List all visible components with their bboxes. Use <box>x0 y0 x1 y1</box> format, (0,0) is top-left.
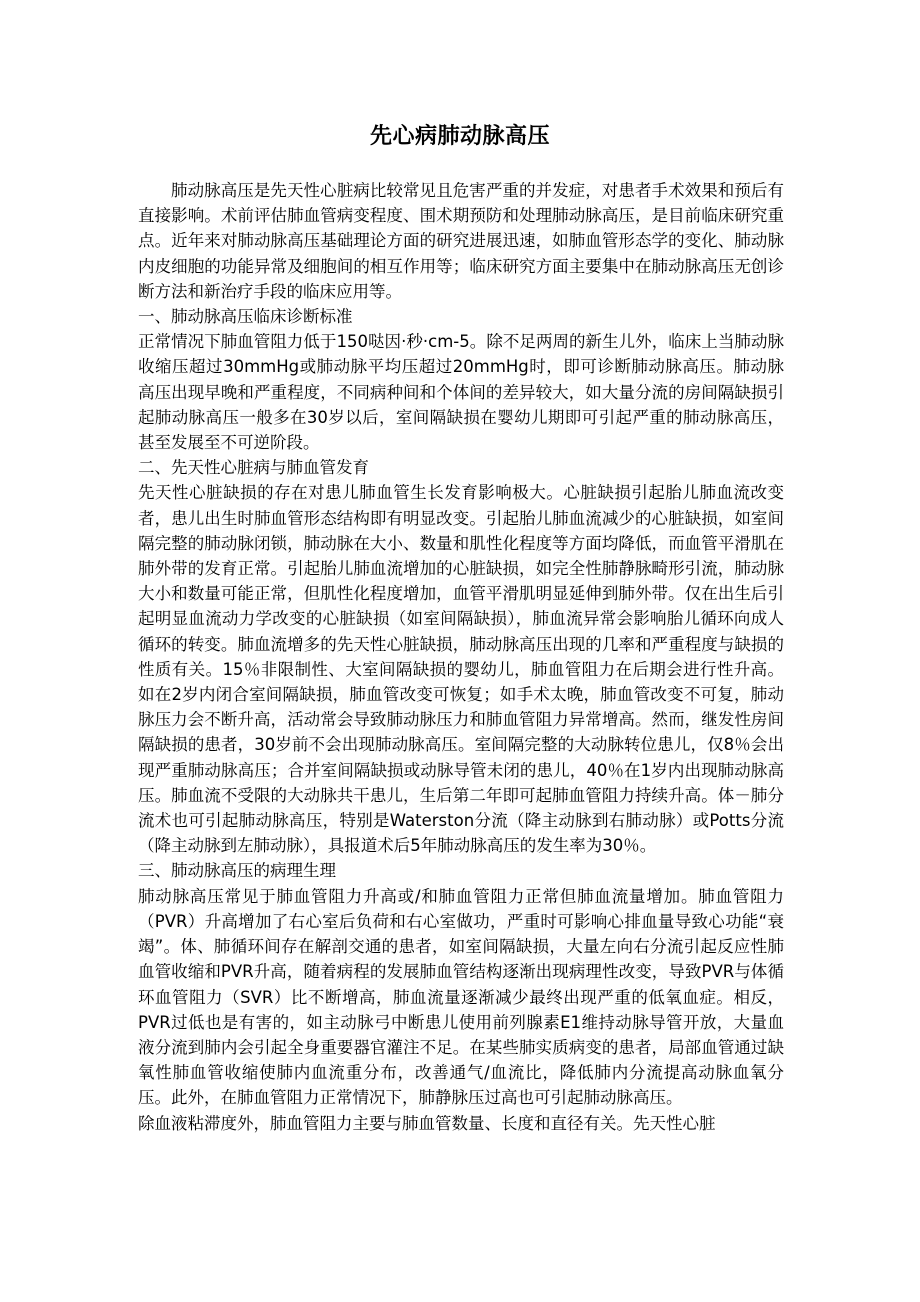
section-heading-1: 一、肺动脉高压临床诊断标准 <box>138 307 353 327</box>
section-1-paragraph: 正常情况下肺血管阻力低于150哒因·秒·cm-5。除不足两周的新生儿外，临床上当肺动脉收缩压超过30mmHg或肺动脉平均压超过20mmHg时，即可诊断肺动脉高压。肺动脉高压出现早晚和严重程度，不同病种间和个体间的差异较大，如大量分流的房间隔缺损引起肺动脉高压一般多在30岁以后，室间隔缺损在婴幼儿期即可引起严重的肺动脉高压，甚至发展至不可逆阶段。 <box>138 332 784 453</box>
section-heading-2: 二、先天性心脏病与肺血管发育 <box>138 458 369 478</box>
section-3-paragraph: 肺动脉高压常见于肺血管阻力升高或/和肺血管阻力正常但肺血流量增加。肺血管阻力（PVR）升高增加了右心室后负荷和右心室做功，严重时可影响心排血量导致心功能“衰竭”。体、肺循环间存在解剖交通的患者，如室间隔缺损，大量左向右分流引起反应性肺血管收缩和PVR升高，随着病程的发展肺血管结构逐渐出现病理性改变，导致PVR与体循环血管阻力（SVR）比不断增高，肺血流量逐渐减少最终出现严重的低氧血症。相反，PVR过低也是有害的，如主动脉弓中断患儿使用前列腺素E1维持动脉导管开放，大量血液分流到肺内会引起全身重要器官灌注不足。在某些肺实质病变的患者，局部血管通过缺氧性肺血管收缩使肺内血流重分布，改善通气/血流比，降低肺内分流提高动脉血氧分压。此外，在肺血管阻力正常情况下，肺静脉压过高也可引起肺动脉高压。 <box>138 886 784 1108</box>
section-3-paragraph-continued: 除血液粘滞度外，肺血管阻力主要与肺血管数量、长度和直径有关。先天性心脏 <box>138 1113 716 1133</box>
document-body <box>138 178 784 1136</box>
section-heading-3: 三、肺动脉高压的病理生理 <box>138 861 336 881</box>
section-2-paragraph: 先天性心脏缺损的存在对患儿肺血管生长发育影响极大。心脏缺损引起胎儿肺血流改变者，患儿出生时肺血管形态结构即有明显改变。引起胎儿肺血流减少的心脏缺损，如室间隔完整的肺动脉闭锁，肺动脉在大小、数量和肌性化程度等方面均降低，而血管平滑肌在肺外带的发育正常。引起胎儿肺血流增加的心脏缺损，如完全性肺静脉畸形引流，肺动脉大小和数量可能正常，但肌性化程度增加，血管平滑肌明显延伸到肺外带。仅在出生后引起明显血流动力学改变的心脏缺损（如室间隔缺损），肺血流异常会影响胎儿循环向成人循环的转变。肺血流增多的先天性心脏缺损，肺动脉高压出现的几率和严重程度与缺损的性质有关。15％非限制性、大室间隔缺损的婴幼儿，肺血管阻力在后期会进行性升高。如在2岁内闭合室间隔缺损，肺血管改变可恢复；如手术太晚，肺血管改变不可复，肺动脉压力会不断升高，活动常会导致肺动脉压力和肺血管阻力异常增高。然而，继发性房间隔缺损的患者，30岁前不会出现肺动脉高压。室间隔完整的大动脉转位患儿，仅8％会出现严重肺动脉高压；合并室间隔缺损或动脉导管未闭的患儿，40％在1岁内出现肺动脉高压。肺血流不受限的大动脉共干患儿，生后第二年即可起肺血管阻力持续升高。体－肺分流术也可引起肺动脉高压，特别是Waterston分流（降主动脉到右肺动脉）或Potts分流（降主动脉到左肺动脉），具报道术后5年肺动脉高压的发生率为30％。 <box>138 483 784 856</box>
intro-paragraph: 肺动脉高压是先天性心脏病比较常见且危害严重的并发症，对患者手术效果和预后有直接影响。术前评估肺血管病变程度、围术期预防和处理肺动脉高压，是目前临床研究重点。近年来对肺动脉高压基础理论方面的研究进展迅速，如肺血管形态学的变化、肺动脉内皮细胞的功能异常及细胞间的相互作用等；临床研究方面主要集中在肺动脉高压无创诊断方法和新治疗手段的临床应用等。 <box>138 181 784 301</box>
page-title: 先心病肺动脉高压 <box>369 124 550 149</box>
